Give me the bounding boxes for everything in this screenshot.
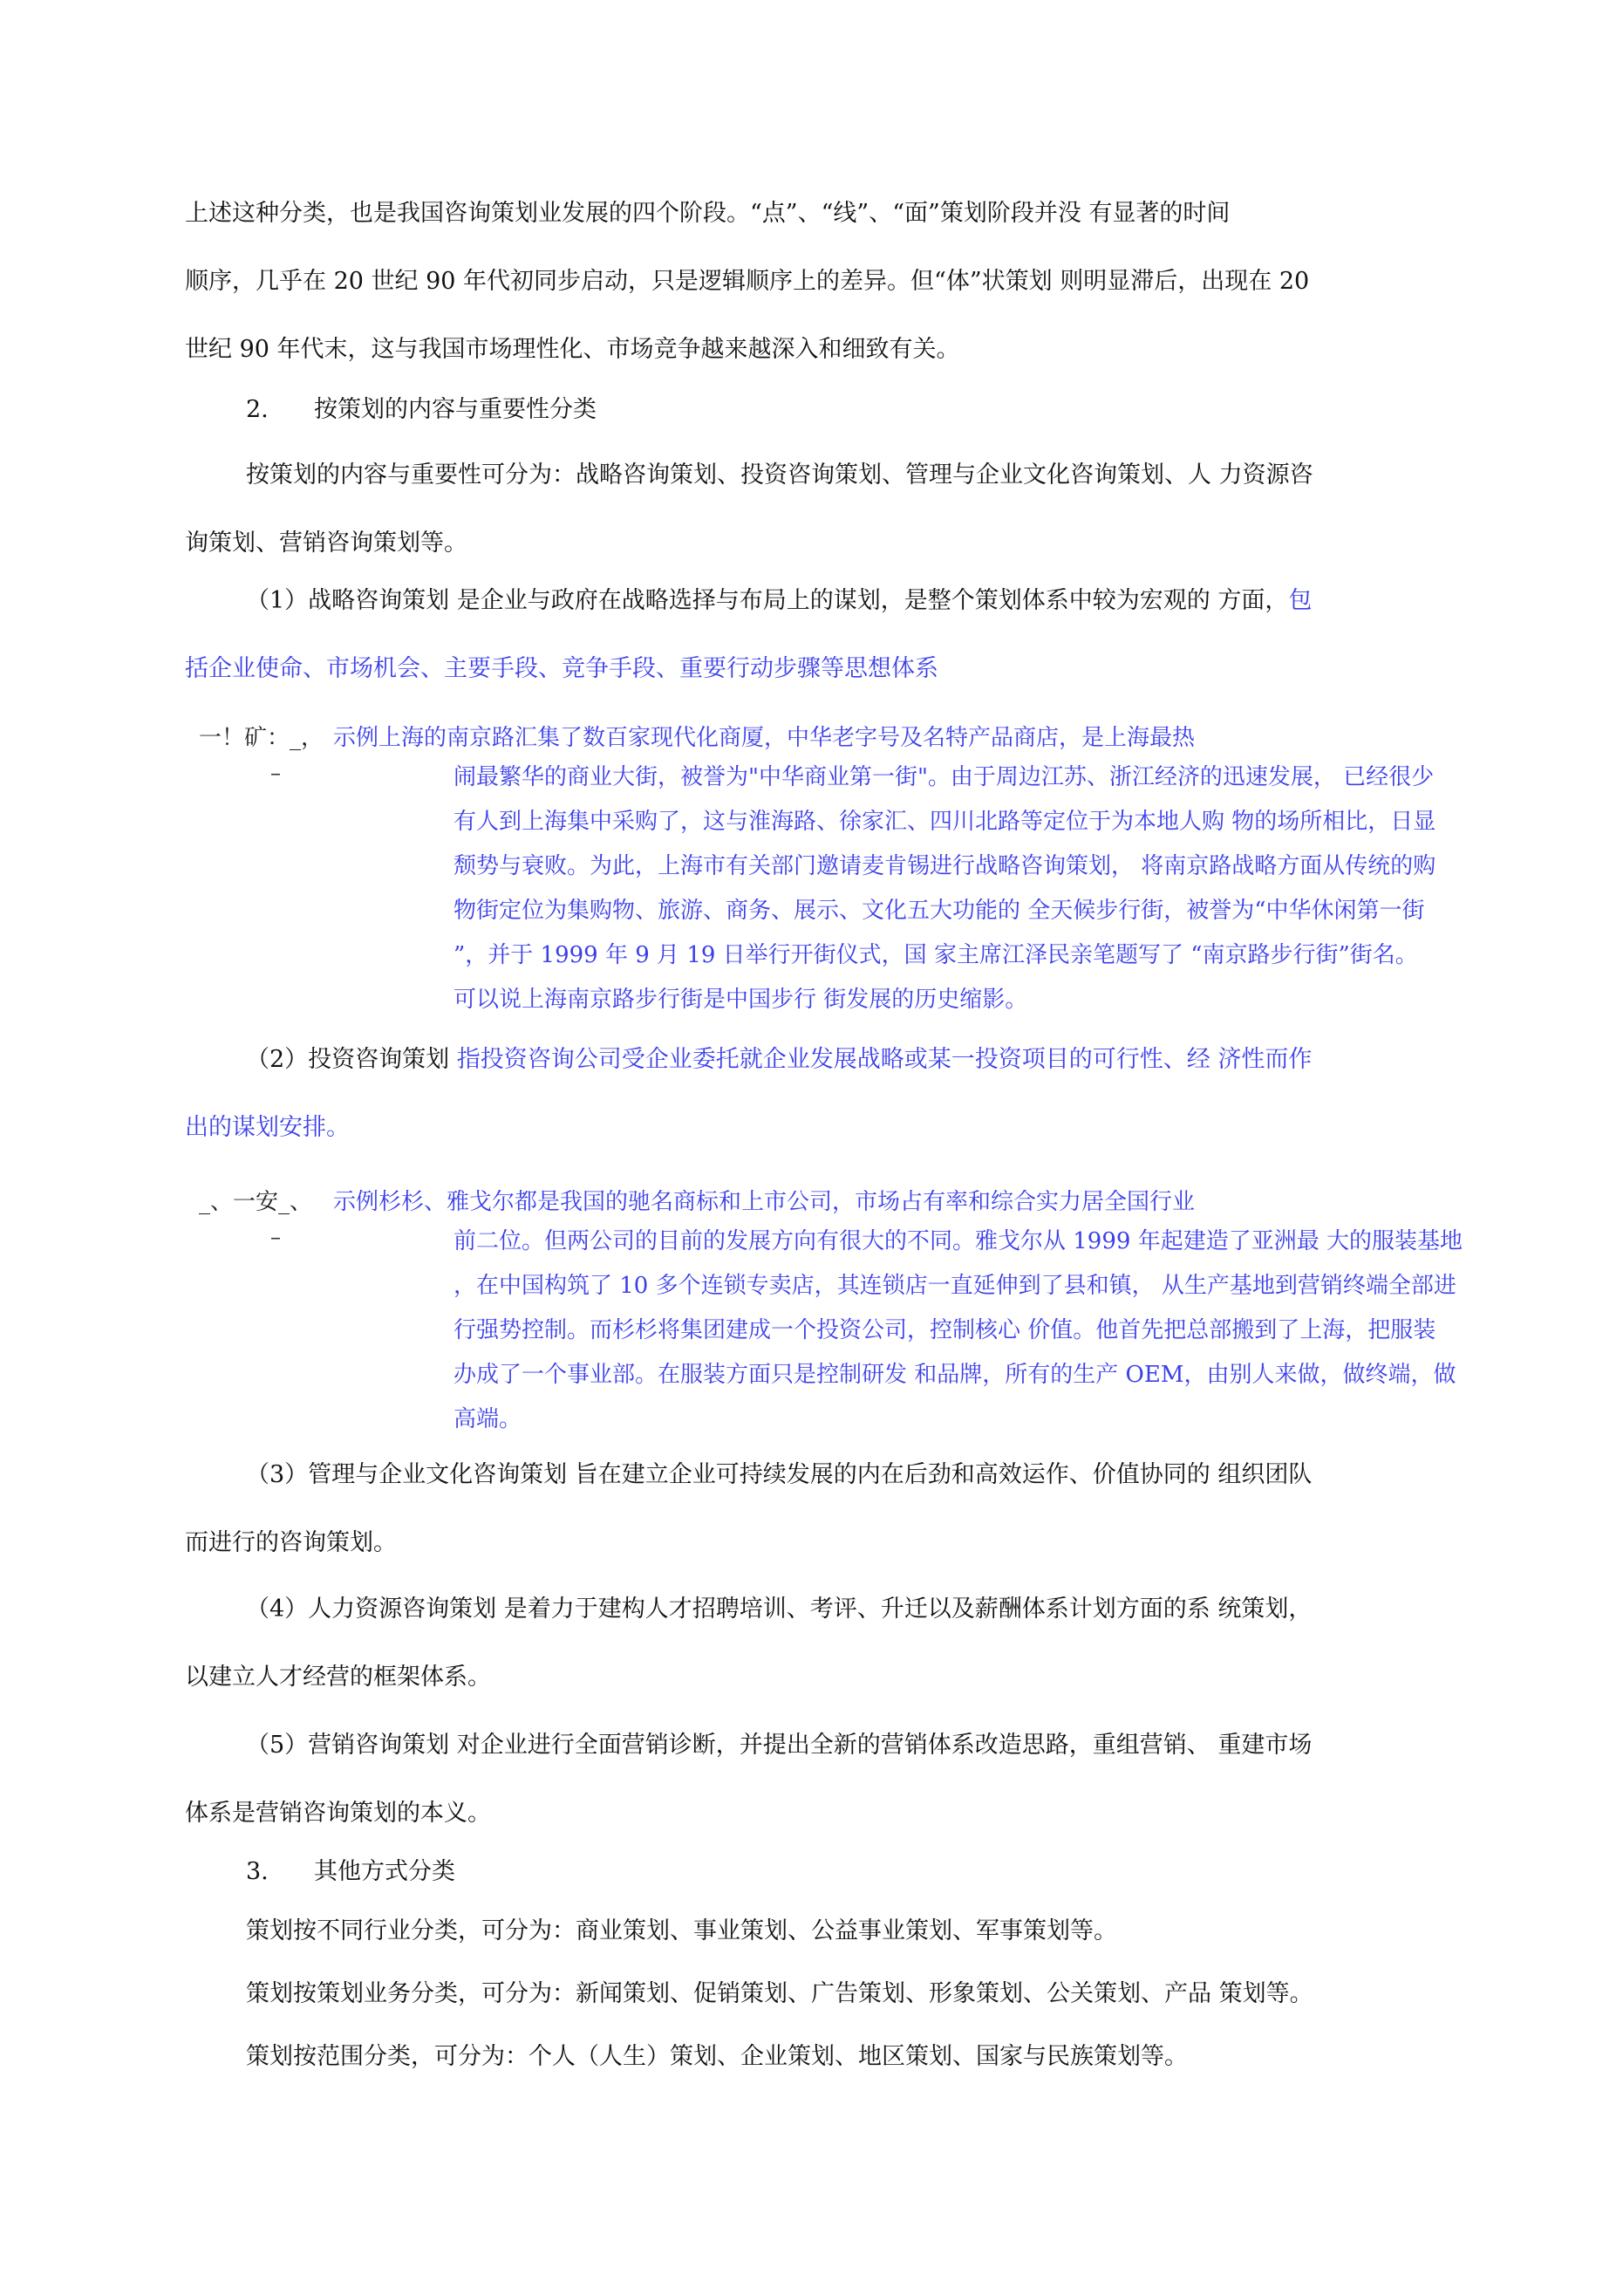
- item-marketing-consulting: [185, 1712, 1312, 1848]
- intro-line: 上述这种分类，也是我国咨询策划业发展的四个阶段。“点”、“线”、“面”策划阶段并没 有显著的时间: [185, 200, 1231, 227]
- example-line: 办成了一个事业部。在服装方面只是控制研发 和品牌，所有的生产 OEM，由别人来做，做终端，做: [453, 1362, 1456, 1388]
- item-highlight-line: 出的谋划安排。: [185, 1114, 350, 1141]
- item-line: 体系是营销咨询策划的本义。: [185, 1800, 491, 1827]
- example-marker: _、一安_、: [199, 1189, 313, 1215]
- item-line: [185, 1026, 1312, 1094]
- section-heading-3: [246, 1846, 455, 1898]
- paragraph-line: 询策划、营销咨询策划等。: [185, 530, 467, 557]
- example-marker: 一！矿：_，: [199, 725, 324, 751]
- section-title: 按策划的内容与重要性分类: [314, 396, 597, 423]
- item-investment-consulting: [185, 1026, 1312, 1162]
- example-line: 高端。: [453, 1406, 522, 1432]
- section-number: 2.: [246, 396, 269, 423]
- section2-paragraph: [185, 441, 1313, 577]
- example-dash: –: [270, 1225, 281, 1249]
- item-text: （2）投资咨询策划: [246, 1046, 457, 1073]
- example-line: 行强势控制。而杉杉将集团建成一个投资公司，控制核心 价值。他首先把总部搬到了上海，把服装: [453, 1317, 1436, 1343]
- example-lead: 示例杉杉、雅戈尔都是我国的驰名商标和上市公司，市场占有率和综合实力居全国行业: [333, 1189, 1196, 1215]
- intro-line: 世纪 90 年代末，这与我国市场理性化、市场竞争越来越深入和细致有关。: [185, 336, 960, 363]
- example-body: [453, 1220, 1463, 1442]
- section3-paragraph: [246, 1900, 1313, 2088]
- item-line: （5）营销咨询策划 对企业进行全面营销诊断，并提出全新的营销体系改造思路，重组营销、 重建市场: [246, 1732, 1313, 1759]
- paragraph-line: 策划按范围分类，可分为：个人（人生）策划、企业策划、地区策划、国家与民族策划等。: [246, 2043, 1188, 2070]
- paragraph-line: 策划按不同行业分类，可分为：商业策划、事业策划、公益事业策划、军事策划等。: [246, 1917, 1117, 1944]
- item-highlight: 指投资咨询公司受企业委托就企业发展战略或某一投资项目的可行性、经 济性而作: [456, 1046, 1313, 1073]
- section-heading-2: [246, 384, 597, 436]
- item-highlight: 包: [1288, 587, 1313, 614]
- item-highlight-line: 括企业使命、市场机会、主要手段、竞争手段、重要行动步骤等思想体系: [185, 655, 938, 682]
- example-line: 物街定位为集购物、旅游、商务、展示、文化五大功能的 全天候步行街，被誉为“中华休闲第一街: [453, 898, 1425, 924]
- intro-line: 顺序，几乎在 20 世纪 90 年代初同步启动，只是逻辑顺序上的差异。但“体”状策划 则明显滞后，出现在 20: [185, 268, 1310, 295]
- section-title: 其他方式分类: [314, 1858, 455, 1885]
- example-line: ，在中国构筑了 10 多个连锁专卖店，其连锁店一直延伸到了县和镇， 从生产基地到营销终端全部进: [453, 1273, 1456, 1299]
- item-line: 而进行的咨询策划。: [185, 1529, 397, 1556]
- example-line: 可以说上海南京路步行街是中国步行 街发展的历史缩影。: [453, 987, 1028, 1013]
- example-line: 闹最繁华的商业大街，被誉为"中华商业第一街"。由于周边江苏、浙江经济的迅速发展， 已经很少: [453, 764, 1435, 790]
- example-body: [453, 755, 1435, 1022]
- section-number: 3.: [246, 1858, 269, 1885]
- item-line: （4）人力资源咨询策划 是着力于建构人才招聘培训、考评、升迁以及薪酬体系计划方面的系 统策划，: [246, 1596, 1313, 1623]
- item-line: （3）管理与企业文化咨询策划 旨在建立企业可持续发展的内在后劲和高效运作、价值协同的 组织团队: [246, 1461, 1313, 1488]
- intro-paragraph: [185, 180, 1309, 384]
- item-hr-consulting: [185, 1575, 1312, 1712]
- example-line: ”，并于 1999 年 9 月 19 日举行开街仪式，国 家主席江泽民亲笔题写了 “南京路步行街”街名。: [453, 942, 1418, 968]
- example-dash: –: [270, 761, 281, 785]
- example-line: 颓势与衰败。为此，上海市有关部门邀请麦肯锡进行战略咨询策划， 将南京路战略方面从传统的购: [453, 853, 1436, 879]
- item-line: 以建立人才经营的框架体系。: [185, 1664, 491, 1691]
- paragraph-line: 策划按策划业务分类，可分为：新闻策划、促销策划、广告策划、形象策划、公关策划、产品 策划等。: [246, 1980, 1313, 2007]
- example-lead: 示例上海的南京路汇集了数百家现代化商厦，中华老字号及名特产品商店，是上海最热: [333, 725, 1196, 751]
- example-line: 有人到上海集中采购了，这与淮海路、徐家汇、四川北路等定位于为本地人购 物的场所相比，日显: [453, 809, 1436, 835]
- example-line: 前二位。但两公司的目前的发展方向有很大的不同。雅戈尔从 1999 年起建造了亚洲最 大的服装基地: [453, 1228, 1463, 1254]
- item-line: [185, 567, 1312, 635]
- item-text: （1）战略咨询策划 是企业与政府在战略选择与布局上的谋划，是整个策划体系中较为宏观的 方面，: [246, 587, 1289, 614]
- item-strategy-consulting: [185, 567, 1312, 703]
- item-management-consulting: [185, 1441, 1312, 1577]
- paragraph-line: 按策划的内容与重要性可分为：战略咨询策划、投资咨询策划、管理与企业文化咨询策划、人 力资源咨: [246, 461, 1313, 489]
